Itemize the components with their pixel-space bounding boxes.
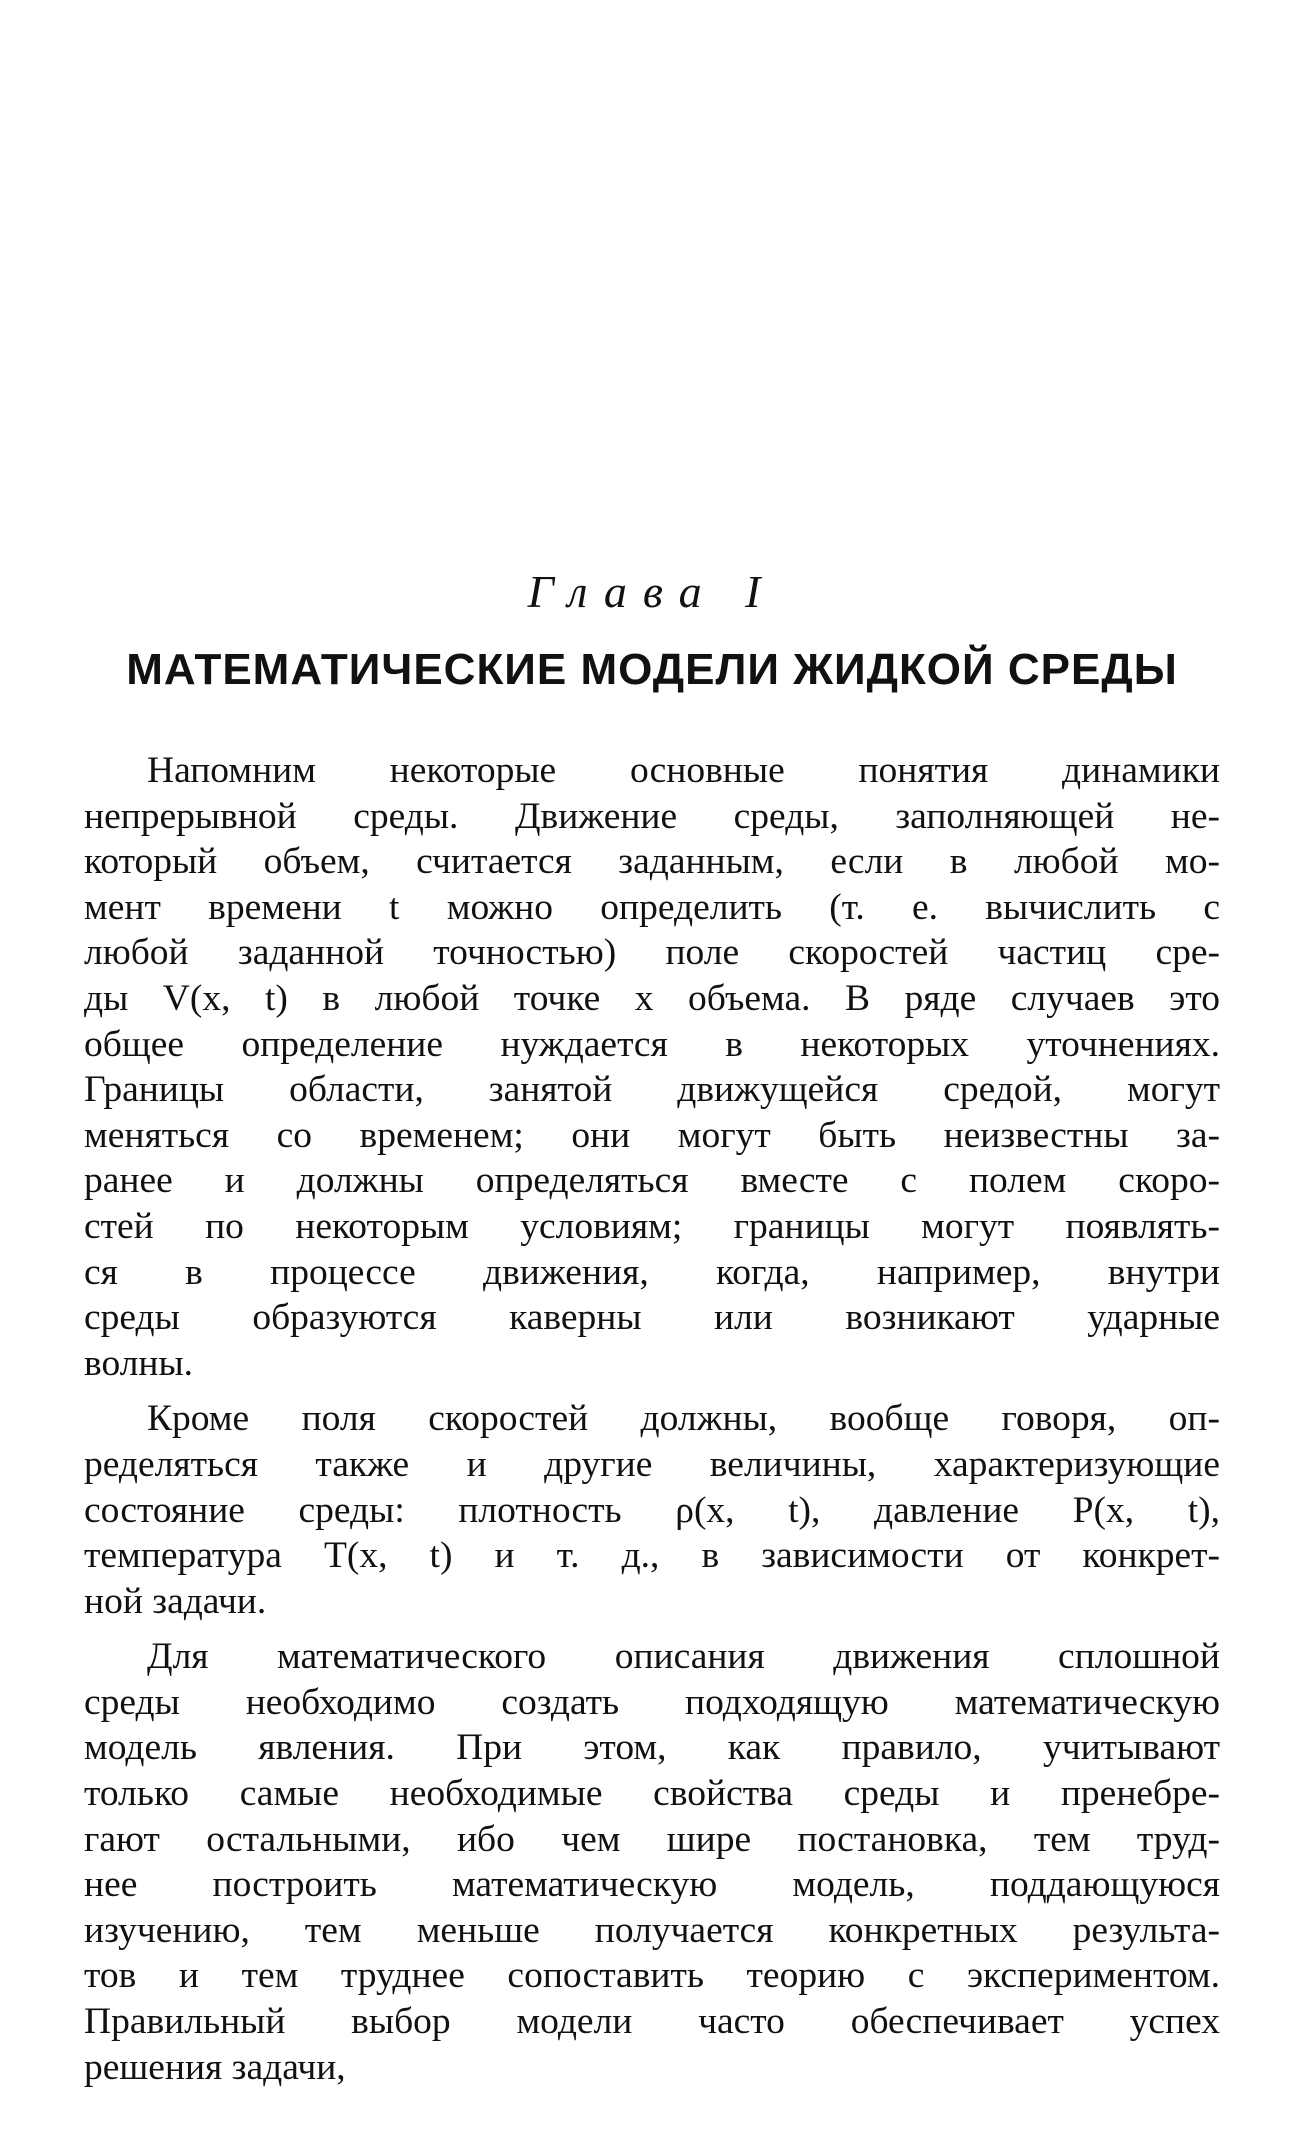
text-line: решения задачи, (84, 2046, 346, 2088)
text-line: ды V(x, t) в любой точке x объема. В ряде случаев это (84, 977, 1220, 1019)
text-line: меняться со временем; они могут быть неизвестны за- (84, 1114, 1220, 1156)
chapter-label: Глава I (527, 566, 777, 617)
text-line: Правильный выбор модели часто обеспечивает успех (84, 2001, 1220, 2043)
text-line: тов и тем труднее сопоставить теорию с экспериментом. (84, 1955, 1220, 1997)
text-line: ся в процессе движения, когда, например, внутри (84, 1251, 1220, 1293)
text-line: нее построить математическую модель, поддающуюся (84, 1864, 1220, 1906)
text-line: ределяться также и другие величины, характеризующие (84, 1443, 1220, 1485)
text-line: Для математического описания движения сплошной (147, 1636, 1220, 1678)
text-line: модель явления. При этом, как правило, учитывают (84, 1727, 1220, 1769)
text-line: Границы области, занятой движущейся средой, могут (84, 1069, 1220, 1111)
text-line: стей по некоторым условиям; границы могут появлять- (84, 1205, 1220, 1247)
text-line: любой заданной точностью) поле скоростей частиц сре- (84, 932, 1220, 974)
text-line: среды образуются каверны или возникают ударные (84, 1297, 1220, 1339)
text-line: волны. (84, 1342, 194, 1384)
text-line: гают остальными, ибо чем шире постановка, тем труд- (84, 1818, 1220, 1860)
paragraph-1 (84, 748, 1220, 1386)
text-line: мент времени t можно определить (т. е. вычислить с (84, 886, 1220, 928)
text-line: изучению, тем меньше получается конкретных результа- (84, 1909, 1220, 1951)
text-line: Напомним некоторые основные понятия динамики (147, 750, 1220, 791)
text-line: только самые необходимые свойства среды и пренебре- (84, 1773, 1220, 1815)
text-line: ной задачи. (84, 1580, 267, 1622)
text-line: состояние среды: плотность ρ(x, t), давление P(x, t), (84, 1489, 1220, 1531)
text-line: Кроме поля скоростей должны, вообще говоря, оп- (147, 1398, 1220, 1440)
paragraph-3 (84, 1634, 1220, 2090)
body-text (84, 748, 1220, 2100)
paragraph-2 (84, 1396, 1220, 1624)
text-line: ранее и должны определяться вместе с полем скоро- (84, 1160, 1220, 1202)
text-line: который объем, считается заданным, если в любой мо- (84, 841, 1220, 883)
text-line: общее определение нуждается в некоторых уточнениях. (84, 1023, 1220, 1065)
text-line: температура T(x, t) и т. д., в зависимости от конкрет- (84, 1535, 1220, 1577)
chapter-title: МАТЕМАТИЧЕСКИЕ МОДЕЛИ ЖИДКОЙ СРЕДЫ (126, 645, 1178, 694)
text-line: непрерывной среды. Движение среды, заполняющей не- (84, 795, 1220, 837)
text-line: среды необходимо создать подходящую математическую (84, 1681, 1220, 1723)
